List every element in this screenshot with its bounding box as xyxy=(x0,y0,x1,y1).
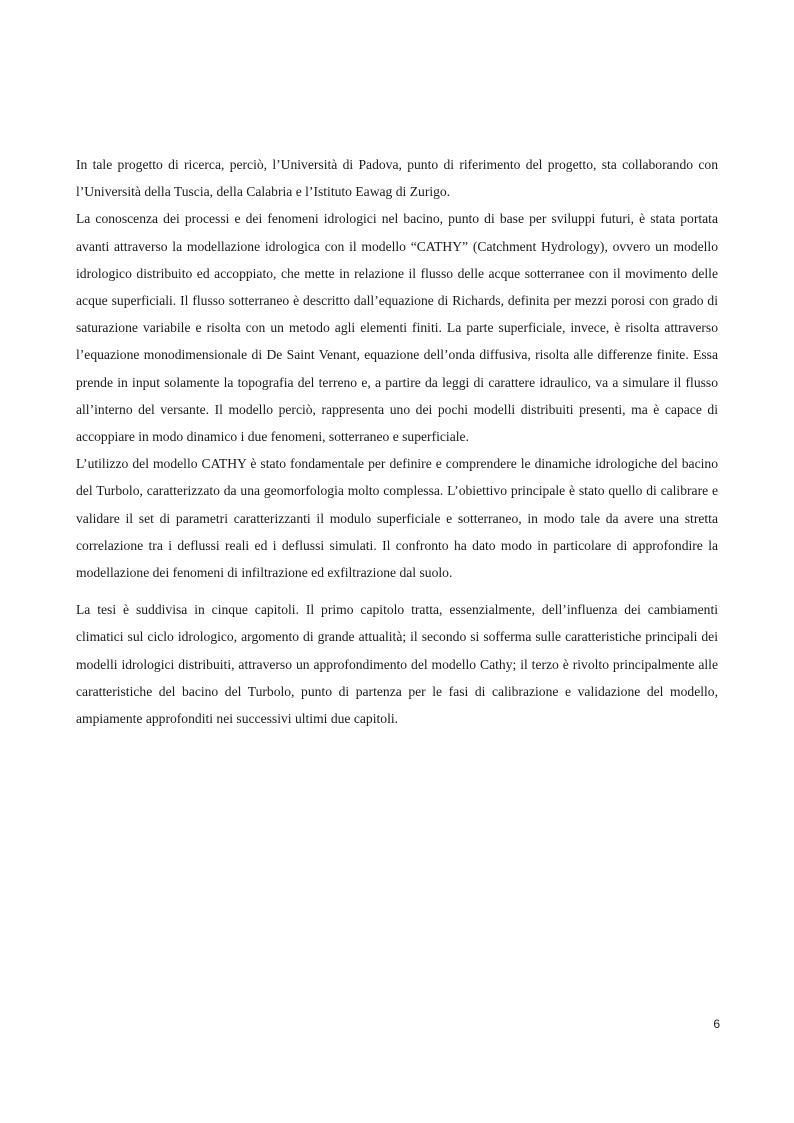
paragraph-calibration: L’utilizzo del modello CATHY è stato fondamentale per definire e comprendere le dinamiche idrologiche del bacino del Turbolo, caratterizzato da una geomorfologia molto complessa. L’obiettivo principale è stato quello di calibrare e validare il set di parametri caratterizzanti il modulo superficiale e sotterraneo, in modo tale da avere una stretta correlazione tra i deflussi reali ed i deflussi simulati. Il confronto ha dato modo in particolare di approfondire la modellazione dei fenomeni di infiltrazione ed exfiltrazione dal suolo. xyxy=(76,456,718,581)
paragraph-collaboration: In tale progetto di ricerca, perciò, l’Università di Padova, punto di riferimento del progetto, sta collaborando con l’Università della Tuscia, della Calabria e l’Istituto Eawag di Zurigo. xyxy=(76,157,718,200)
document-body xyxy=(76,151,718,732)
paragraph-thesis-outline: La tesi è suddivisa in cinque capitoli. Il primo capitolo tratta, essenzialmente, dell’influenza dei cambiamenti climatici sul ciclo idrologico, argomento di grande attualità; il secondo si sofferma sulle caratteristiche principali dei modelli idrologici distribuiti, attraverso un approfondimento del modello Cathy; il terzo è rivolto principalmente alle caratteristiche del bacino del Turbolo, punto di partenza per le fasi di calibrazione e validazione del modello, ampiamente approfonditi nei successivi ultimi due capitoli. xyxy=(76,602,718,727)
page-number: 6 xyxy=(713,1017,720,1031)
paragraph-cathy-model: La conoscenza dei processi e dei fenomeni idrologici nel bacino, punto di base per sviluppi futuri, è stata portata avanti attraverso la modellazione idrologica con il modello “CATHY” (Catchment Hydrology), ovvero un modello idrologico distribuito ed accoppiato, che mette in relazione il flusso delle acque sotterranee con il movimento delle acque superficiali. Il flusso sotterraneo è descritto dall’equazione di Richards, definita per mezzi porosi con grado di saturazione variabile e risolta con un metodo agli elementi finiti. La parte superficiale, invece, è risolta attraverso l’equazione monodimensionale di De Saint Venant, equazione dell’onda diffusiva, risolta alle differenze finite. Essa prende in input solamente la topografia del terreno e, a partire da leggi di carattere idraulico, va a simulare il flusso all’interno del versante. Il modello perciò, rappresenta uno dei pochi modelli distribuiti presenti, ma è capace di accoppiare in modo dinamico i due fenomeni, sotterraneo e superficiale. xyxy=(76,211,718,445)
